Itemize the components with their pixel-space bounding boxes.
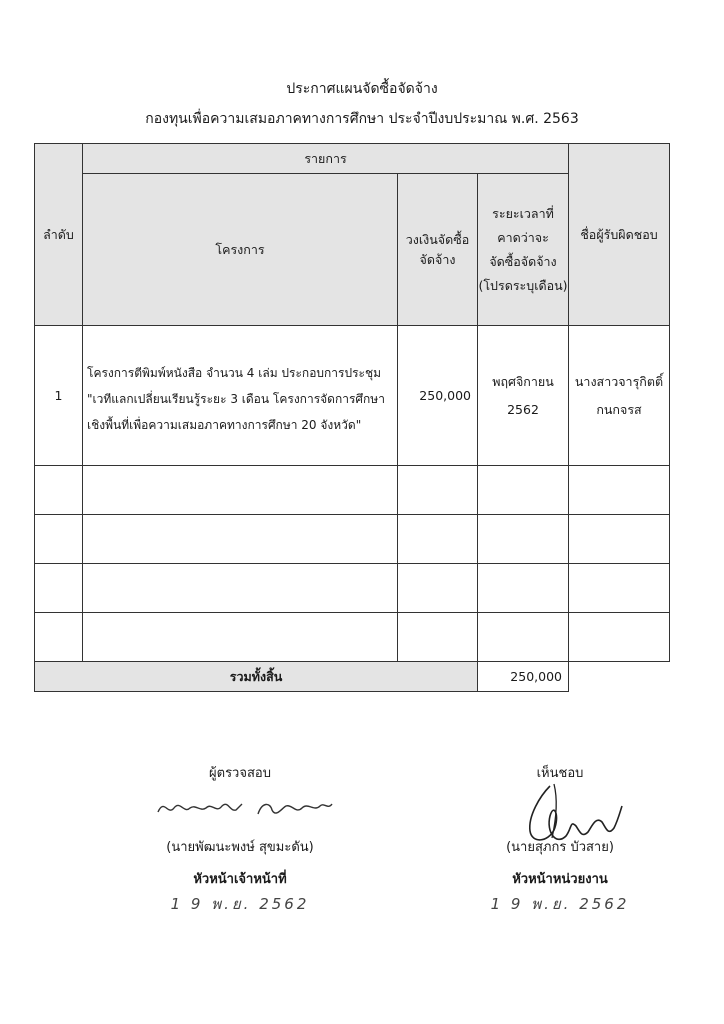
row-period bbox=[478, 326, 569, 466]
row-project-line3: เชิงพื้นที่เพื่อความเสมอภาคทางการศึกษา 20 จังหวัด" bbox=[87, 417, 362, 432]
row-period-line1: พฤศจิกายน bbox=[492, 373, 554, 389]
total-row bbox=[35, 662, 670, 692]
page-subtitle: กองทุนเพื่อความเสมอภาคทางการศึกษา ประจำปีงบประมาณ พ.ศ. 2563 bbox=[145, 111, 579, 127]
header-budget bbox=[398, 174, 478, 326]
row-no: 1 bbox=[35, 326, 83, 466]
empty-row bbox=[35, 564, 670, 613]
procurement-plan-table bbox=[34, 143, 670, 692]
row-responsible bbox=[569, 326, 670, 466]
row-responsible-line1: นางสาวจารุกิตติ์ bbox=[574, 373, 664, 389]
header-project: โครงการ bbox=[83, 174, 398, 326]
right-signer-name: (นายสุภกร บัวสาย) bbox=[506, 840, 614, 855]
header-responsible: ชื่อผู้รับผิดชอบ bbox=[569, 144, 670, 326]
total-label: รวมทั้งสิ้น bbox=[35, 662, 478, 692]
row-project bbox=[83, 326, 398, 466]
header-period-line3: จัดซื้อจัดจ้าง bbox=[489, 253, 557, 269]
table-row bbox=[35, 326, 670, 466]
right-signer-position: หัวหน้าหน่วยงาน bbox=[512, 872, 608, 887]
right-date-stamp: 1 9 พ.ย. 2562 bbox=[490, 895, 630, 913]
row-project-line2: "เวทีแลกเปลี่ยนเรียนรู้ระยะ 3 เดือน โครงการจัดการศึกษา bbox=[87, 391, 385, 406]
row-responsible-line2: กนกจรส bbox=[596, 401, 642, 417]
empty-row bbox=[35, 613, 670, 662]
empty-row bbox=[35, 466, 670, 515]
left-signer-position: หัวหน้าเจ้าหน้าที่ bbox=[193, 872, 287, 887]
header-items-group: รายการ bbox=[83, 144, 569, 174]
header-no: ลำดับ bbox=[35, 144, 83, 326]
left-signer-role: ผู้ตรวจสอบ bbox=[209, 766, 271, 781]
row-period-line2: 2562 bbox=[507, 401, 539, 417]
header-budget-line1: วงเงินจัดซื้อ bbox=[405, 231, 470, 247]
header-period-line2: คาดว่าจะ bbox=[497, 229, 549, 245]
right-signer-role: เห็นชอบ bbox=[536, 766, 584, 781]
header-period-line1: ระยะเวลาที่ bbox=[492, 205, 554, 221]
header-row-group bbox=[35, 144, 670, 174]
left-signature bbox=[150, 790, 340, 824]
left-date-stamp: 1 9 พ.ย. 2562 bbox=[170, 895, 310, 913]
row-project-line1: โครงการตีพิมพ์หนังสือ จำนวน 4 เล่ม ประกอบการประชุม bbox=[87, 365, 382, 380]
left-signer-name: (นายพัฒนะพงษ์ สุขมะดัน) bbox=[166, 840, 314, 855]
empty-row bbox=[35, 515, 670, 564]
header-period-line4: (โปรดระบุเดือน) bbox=[478, 277, 568, 293]
page-title: ประกาศแผนจัดซื้อจัดจ้าง bbox=[286, 81, 438, 97]
total-value: 250,000 bbox=[478, 662, 569, 692]
header-period bbox=[478, 174, 569, 326]
header-budget-line2: จัดจ้าง bbox=[419, 251, 456, 267]
row-budget: 250,000 bbox=[398, 326, 478, 466]
